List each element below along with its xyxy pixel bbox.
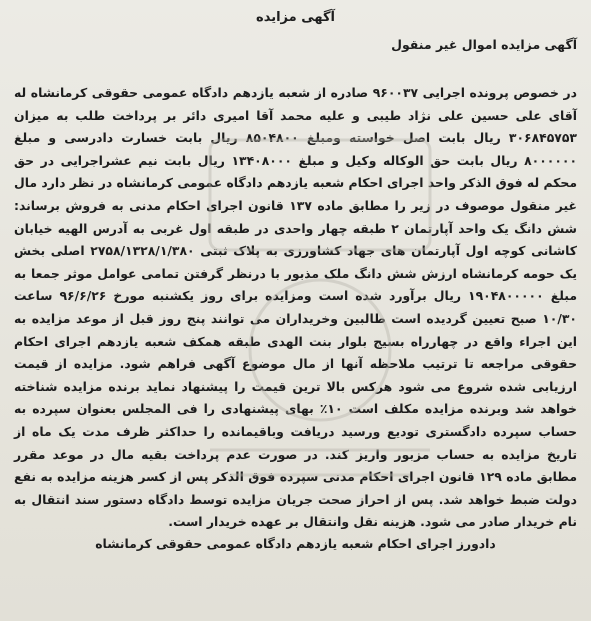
notice-body: در خصوص پرونده اجرایی ۹۶۰۰۳۷ صادره از شعبه یازدهم دادگاه عمومی حقوقی کرمانشاه له آقای علی حسین علی نژاد طیبی و علیه محمد آقا امیری دائر بر پرداخت طلب به میزان ۳۰۶۸۴۵۷۵۳ ریال بابت اصل خواسته ومبلغ ۸۵۰۴۸۰۰ ریال بابت خسارت دادرسی و مبلغ ۸۰۰۰۰۰۰ ریال بابت حق الوکاله وکیل و مبلغ ۱۳۴۰۸۰۰۰ ریال بابت نیم عشراجرایی در حق محکم له فوق الذکر واحد اجرای احکام شعبه یازدهم دادگاه عمومی کرمانشاه در نظر دارد مال غیر منقول موصوف در زیر را مطابق ماده ۱۳۷ قانون اجرای احکام مدنی به فروش برساند: شش دانگ یک واحد آپارتمان ۲ طبقه چهار واحدی در طبقه اول غربی به آدرس الهیه خیابان کاشانی کوچه اول آپارتمان های جهاد کشاورزی به پلاک ثبتی ۲۷۵۸/۱۳۲۸/۱/۳۸۰ اصلی بخش یک حومه کرمانشاه ارزش شش دانگ ملک مذبور با درنظر گرفتن تمامی عوامل موثر جمعا به مبلغ ۱۹۰۴۸۰۰۰۰۰ ریال برآورد شده است ومزایده برای روز یکشنبه مورخ ۹۶/۶/۲۶ ساعت ۱۰/۳۰ صبح تعیین گردیده است طالبین وخریداران می توانند پنج روز قبل از موعد مزایده به این اجراء واقع در چهارراه بسیج بلوار بنت الهدی طبقه همکف شعبه یازدهم اجرای احکام حقوقی مراجعه تا ترتیب ملاحظه آنها از مال موضوع آگهی فراهم شود. مزایده از قیمت ارزیابی شده شروع می شود هرکس بالا ترین قیمت را پیشنهاد نماید برنده مزایده شناخته خواهد شد وبرنده مزایده مکلف است ۱۰٪ بهای پیشنهادی را فی المجلس بعنوان سپرده به حساب سپرده دادگستری تودیع ورسید دریافت وباقیمانده را حداکثر ظرف مدت یک ماه از تاریخ مزایده به حساب مزبور واریز کند. در صورت عدم پرداخت بقیه مال در موعد مقرر مطابق ماده ۱۲۹ قانون اجرای احکام مدنی سپرده فوق الذکر پس از کسر هزینه مزایده به نفع دولت ضبط خواهد شد. پس از احراز صحت جریان مزایده توسط دادگاه دستور سند انتقال به نام خریدار صادر می شود. هزینه نقل وانتقال بر عهده خریدار است.: [14, 85, 578, 530]
notice-subtitle: آگهی مزایده اموال غیر منقول: [391, 37, 577, 52]
notice-signature: دادورز اجرای احکام شعبه یازدهم دادگاه عمومی حقوقی کرمانشاه: [95, 535, 496, 551]
notice-title: آگهی مزایده: [256, 10, 335, 25]
